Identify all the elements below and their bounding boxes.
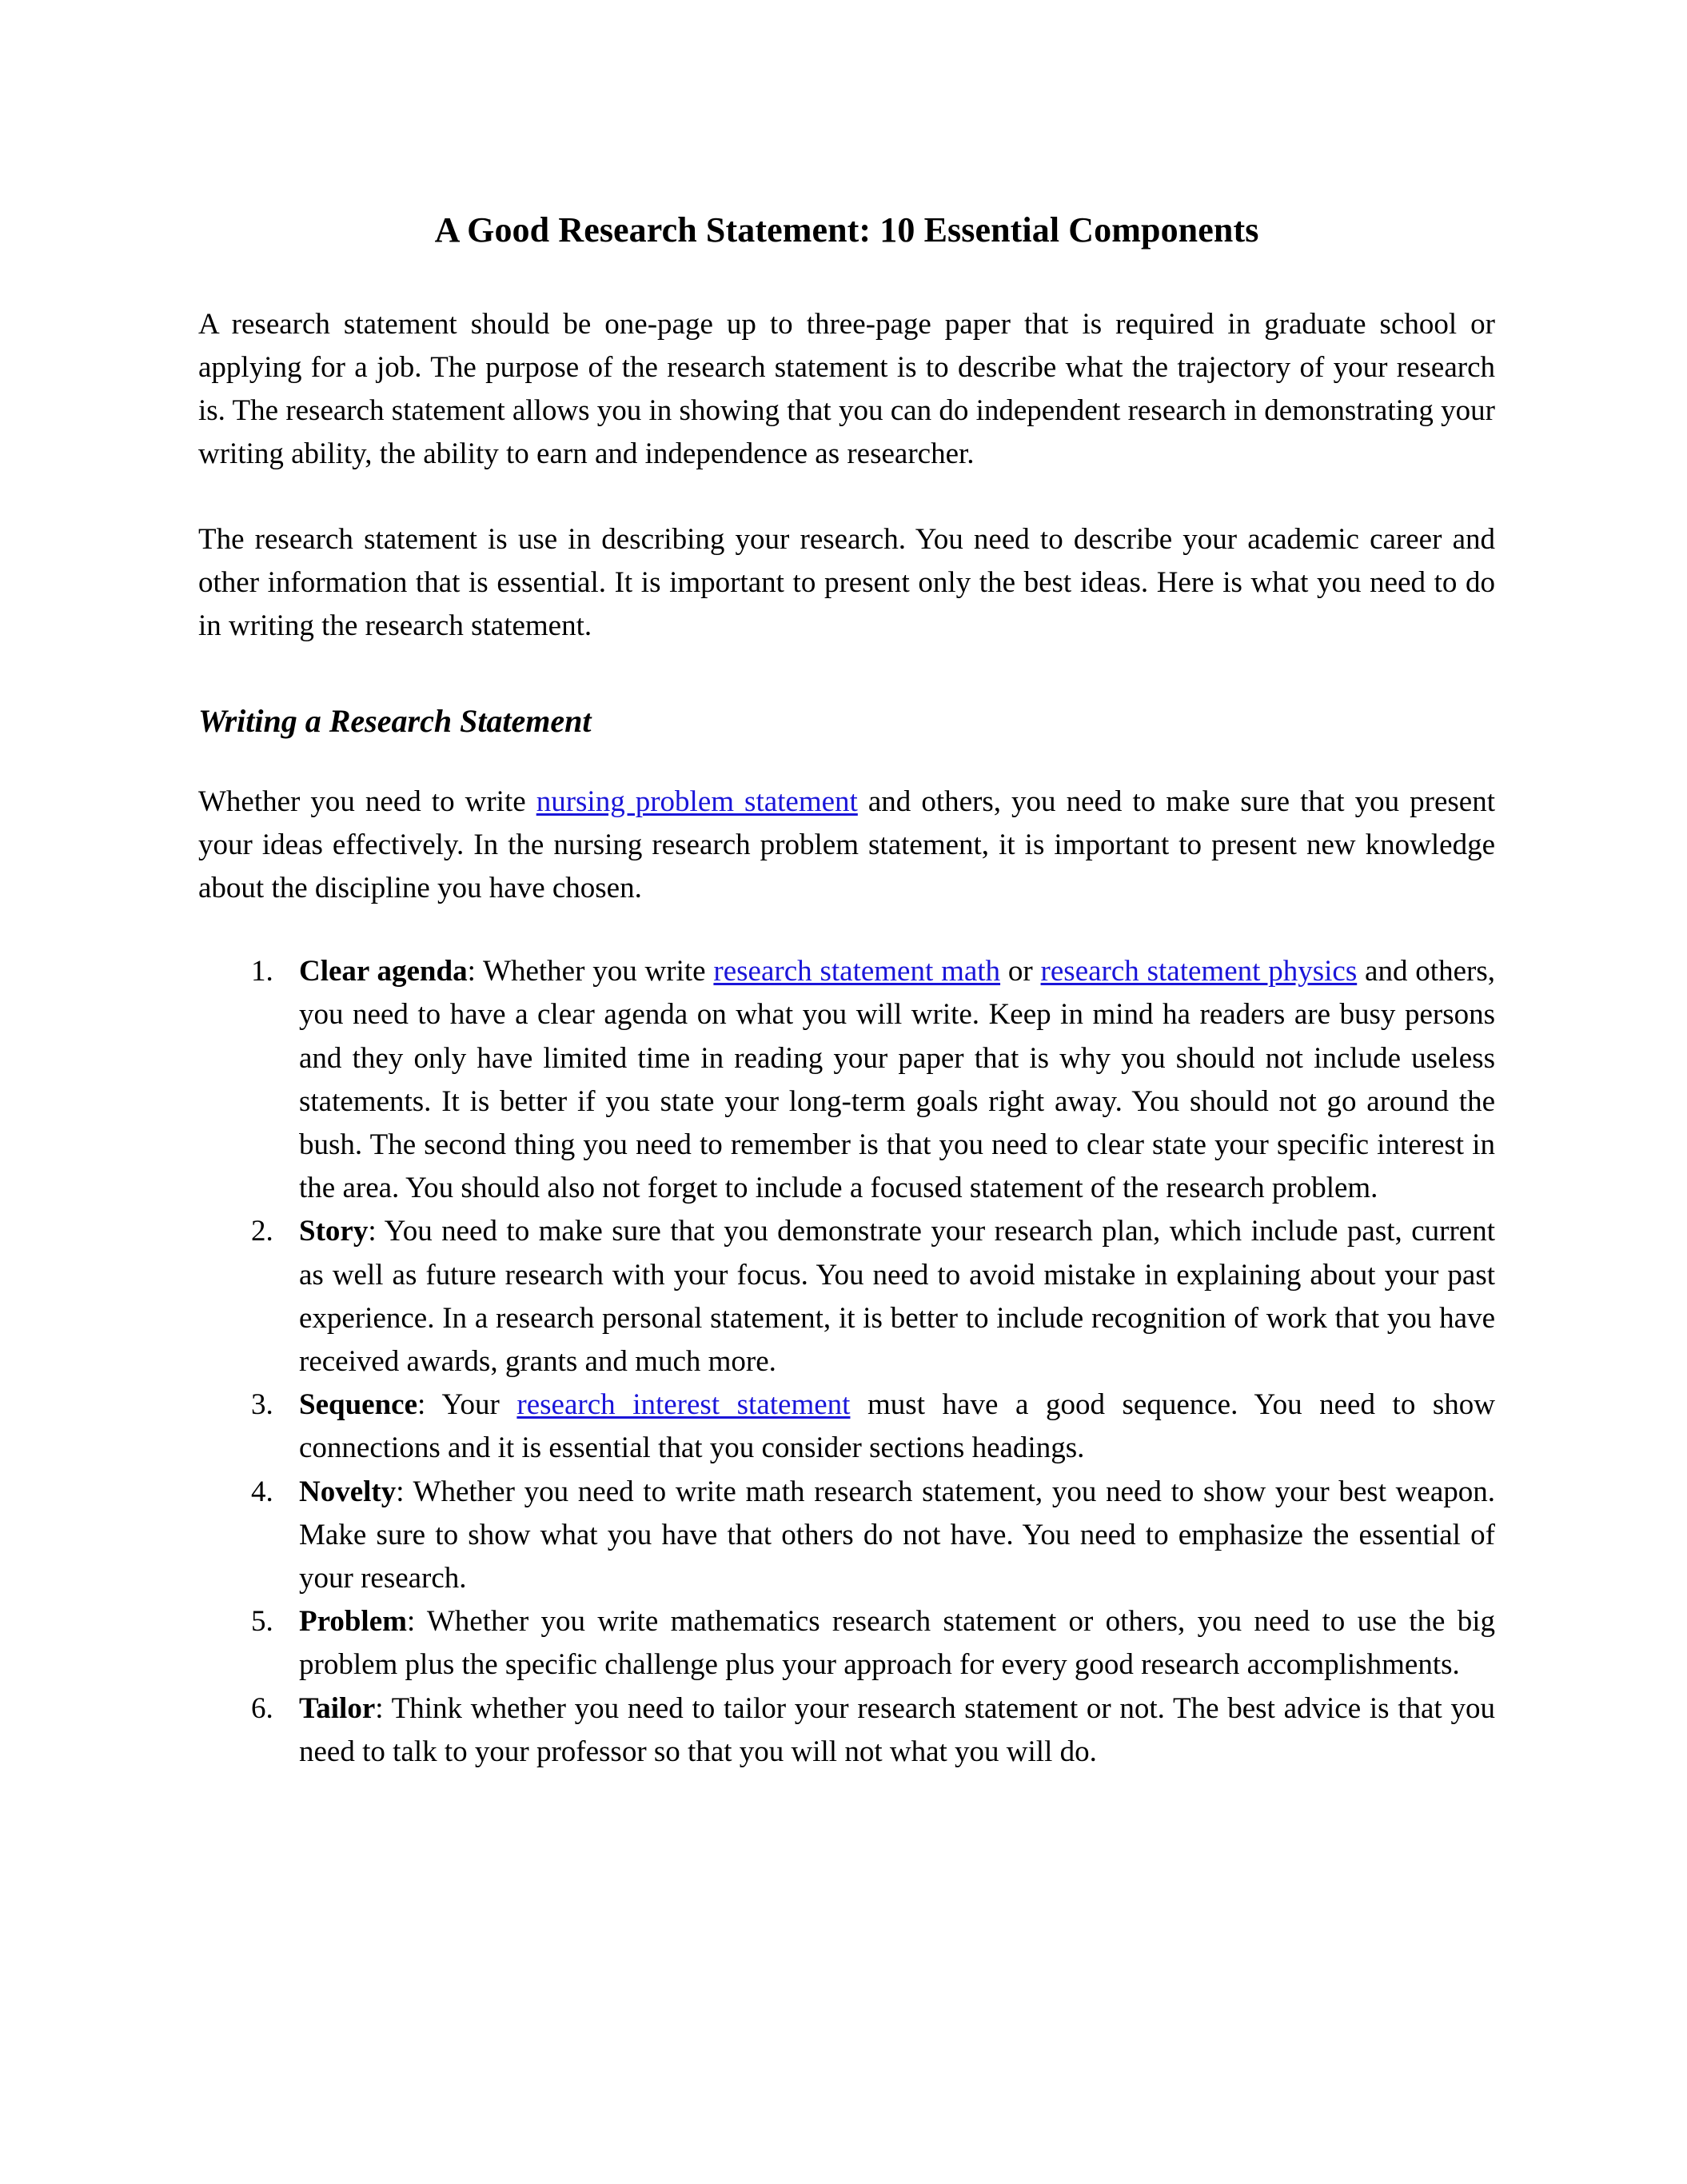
component-term: Story [299, 1215, 369, 1248]
component-text-after-term: : You need to make sure that you demonstrate your research plan, which include past, current as well as future research with your focus. You need to avoid mistake in explaining about your past experience. In a research personal statement, it is better to include recognition of work that you have received awards, grants and much more. [299, 1215, 1495, 1379]
list-item-sequence [198, 1383, 1495, 1470]
component-text-after-term: : Think whether you need to tailor your research statement or not. The best advice is that you need to talk to your professor so that you will not what you will do. [299, 1691, 1495, 1768]
lead-text-before-link: Whether you need to write [198, 785, 536, 819]
spacer [198, 741, 1495, 781]
link-research-statement-physics[interactable]: research statement physics [1040, 955, 1358, 988]
component-text-rest: and others, you need to have a clear agenda on what you will write. Keep in mind ha readers are busy persons and they only have limited time in reading your paper that is why you should not include useless statements. It is better if you state your long-term goals right away. You should not go around the bush. The second thing you need to remember is that you need to clear state your specific interest in the area. You should also not forget to include a focused statement of the research problem. [299, 955, 1495, 1205]
component-term: Tailor [299, 1691, 376, 1725]
spacer [198, 476, 1495, 518]
component-text-rest: must have a good sequence. You need to show connections and it is essential that you consider sections headings. [299, 1388, 1496, 1465]
section-heading-writing-a-research-statement: Writing a Research Statement [198, 703, 592, 740]
spacer [198, 910, 1495, 950]
intro-paragraph-1: A research statement should be one-page up to three-page paper that is required in graduate school or applying for a job. The purpose of the research statement is to describe what the trajectory of your research is. The research statement allows you in showing that you can do independent research in demonstrating your writing ability, the ability to earn and independence as researcher. [198, 308, 1495, 471]
component-text-after-term: : Your [417, 1388, 517, 1422]
list-item-problem [198, 1600, 1495, 1687]
component-text-after-term: : Whether you write [467, 955, 714, 988]
link-research-statement-math[interactable]: research statement math [713, 955, 1001, 988]
component-term: Clear agenda [299, 955, 468, 988]
component-text-after-term: : Whether you write mathematics research statement or others, you need to use the big problem plus the specific challenge plus your approach for every good research accomplishments. [299, 1605, 1495, 1682]
link-research-interest-statement[interactable]: research interest statement [516, 1388, 851, 1422]
document-content [198, 210, 1495, 1774]
link-nursing-problem-statement[interactable]: nursing problem statement [536, 785, 858, 819]
list-item-tailor [198, 1687, 1495, 1774]
section-lead-paragraph [198, 781, 1495, 910]
component-term: Novelty [299, 1475, 397, 1508]
list-item-novelty [198, 1471, 1495, 1601]
component-text-between-links: or [1000, 955, 1041, 988]
page-title: A Good Research Statement: 10 Essential Components [434, 210, 1259, 250]
spacer [198, 648, 1495, 702]
lead-text-after-link: and others, you need to make sure that you present your ideas effectively. In the nursing research problem statement, it is important to present new knowledge about the discipline you have chosen. [198, 785, 1495, 905]
list-item-clear-agenda [198, 950, 1495, 1210]
intro-paragraph-2: The research statement is use in describing your research. You need to describe your academic career and other information that is essential. It is important to present only the best ideas. Here is what you need to do in writing the research statement. [198, 523, 1495, 643]
essential-components-list [198, 950, 1495, 1774]
spacer [198, 250, 1495, 303]
component-term: Sequence [299, 1388, 417, 1422]
component-term: Problem [299, 1605, 407, 1639]
list-item-story [198, 1210, 1495, 1383]
component-text-after-term: : Whether you need to write math research statement, you need to show your best weapon. Make sure to show what you have that others do not have. You need to emphasize the essential of your research. [299, 1475, 1495, 1595]
